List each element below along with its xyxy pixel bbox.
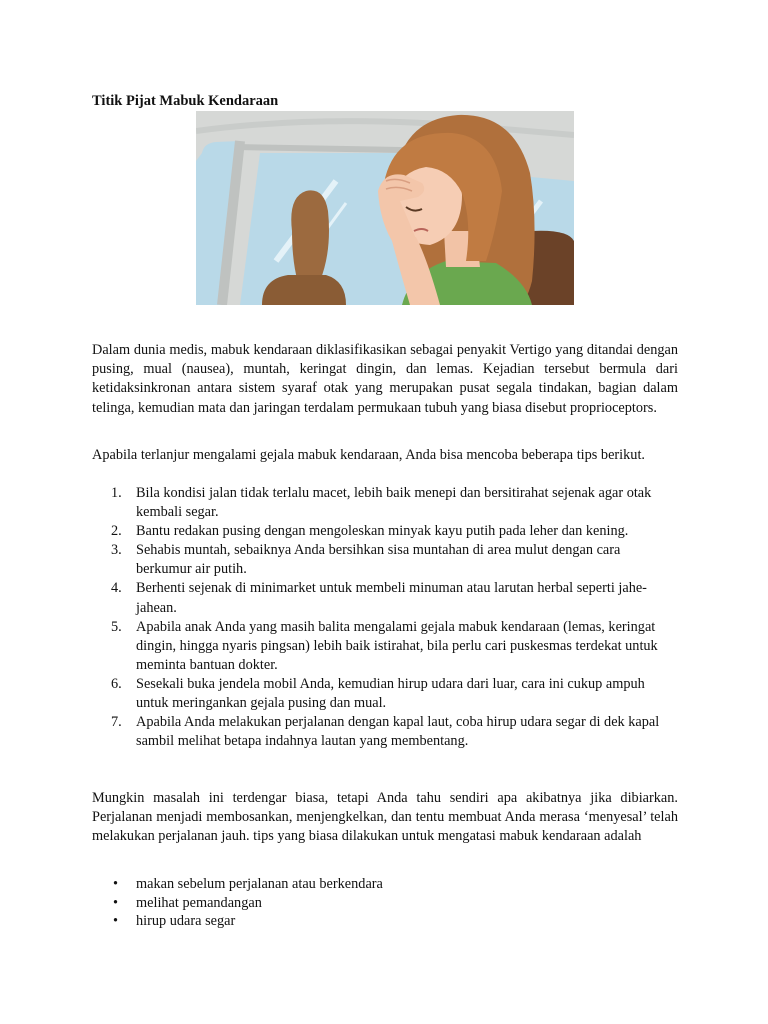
list-item: [92, 894, 678, 913]
tips-intro-paragraph: Apabila terlanjur mengalami gejala mabuk kendaraan, Anda bisa mencoba beberapa tips berikut.: [92, 447, 645, 463]
closing-paragraph: Mungkin masalah ini terdengar biasa, tetapi Anda tahu sendiri apa akibatnya jika dibiarkan. Perjalanan menjadi membosankan, menjengkelkan, dan tentu membuat Anda merasa ‘menyesal’ telah melakukan perjalanan jauh. tips yang biasa dilakukan untuk mengatasi mabuk kendaraan adalah: [92, 790, 678, 845]
document-title: Titik Pijat Mabuk Kendaraan: [92, 93, 279, 109]
bullet-icon: •: [113, 876, 119, 892]
bullet-list: [92, 875, 678, 931]
list-number: 1.: [111, 485, 122, 501]
list-number: 3.: [111, 542, 122, 559]
list-item: [92, 618, 678, 675]
list-number: 2.: [111, 523, 122, 540]
list-item: [92, 541, 678, 579]
list-item-text: Sesekali buka jendela mobil Anda, kemudian hirup udara dari luar, cara ini cukup ampuh untuk meringankan gejala pusing dan mual.: [136, 675, 645, 712]
list-number: 4.: [111, 580, 122, 597]
list-item: [92, 484, 678, 522]
car-sick-woman-illustration: [196, 111, 574, 305]
list-item: [92, 675, 678, 713]
bullet-icon: •: [113, 894, 119, 911]
list-item-text: Sehabis muntah, sebaiknya Anda bersihkan sisa muntahan di area mulut dengan cara berkumur air putih.: [136, 542, 621, 578]
list-item: [92, 713, 678, 751]
list-item-text: makan sebelum perjalanan atau berkendara: [136, 876, 383, 892]
list-item-text: Berhenti sejenak di minimarket untuk membeli minuman atau larutan herbal seperti jahe-jahean.: [136, 580, 647, 616]
intro-paragraph: Dalam dunia medis, mabuk kendaraan diklasifikasikan sebagai penyakit Vertigo yang ditandai dengan pusing, mual (nausea), muntah, keringat dingin, dan lemas. Kejadian tersebut bermula dari ketidaksinkronan antara sistem syaraf otak yang merupakan pusat segala tindakan, bagian dalam telinga, kemudian mata dan jaringan terdalam permukaan tubuh yang biasa disebut proprioceptors.: [92, 342, 678, 416]
list-item: [92, 522, 678, 541]
bullet-icon: •: [113, 913, 119, 930]
list-number: 6.: [111, 675, 122, 692]
list-number: 7.: [111, 714, 122, 731]
list-item-text: melihat pemandangan: [136, 894, 262, 911]
list-item: [92, 912, 678, 931]
list-item-text: Apabila Anda melakukan perjalanan dengan kapal laut, coba hirup udara segar di dek kapal sambil melihat betapa indahnya lautan yang membentang.: [136, 714, 660, 750]
list-number: 5.: [111, 618, 122, 635]
list-item-text: Apabila anak Anda yang masih balita mengalami gejala mabuk kendaraan (lemas, keringat dingin, hingga nyaris pingsan) lebih baik istirahat, bila perlu cari puskesmas terdekat untuk meminta bantuan dokter.: [136, 618, 658, 673]
tips-list: [92, 484, 678, 751]
list-item: [92, 875, 678, 894]
list-item-text: Bantu redakan pusing dengan mengoleskan minyak kayu putih pada leher dan kening.: [136, 523, 629, 540]
list-item: [92, 579, 678, 617]
list-item-text: Bila kondisi jalan tidak terlalu macet, lebih baik menepi dan bersitirahat sejenak agar otak kembali segar.: [136, 485, 652, 521]
list-item-text: hirup udara segar: [136, 913, 236, 930]
